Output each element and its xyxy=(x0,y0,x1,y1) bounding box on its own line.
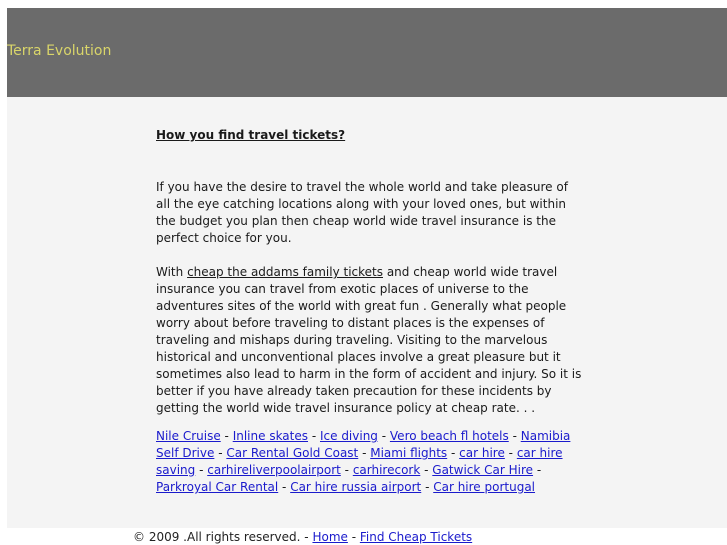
footer-separator: - xyxy=(300,530,313,544)
link-separator: - xyxy=(214,446,227,460)
link-separator: - xyxy=(447,446,460,460)
article-paragraph-1: If you have the desire to travel the whole world and take pleasure of all the eye catching locations along with your loved ones, but within the budget you plan then cheap world wide travel insurance is the perfect choice for you. xyxy=(156,180,568,245)
addams-family-tickets-link[interactable]: cheap the addams family tickets xyxy=(187,265,383,279)
link-car-hire-russia-airport[interactable]: Car hire russia airport xyxy=(290,480,422,494)
link-vero-beach-fl-hotels[interactable]: Vero beach fl hotels xyxy=(389,429,509,443)
link-separator: - xyxy=(421,480,434,494)
related-links xyxy=(156,428,584,496)
link-inline-skates[interactable]: Inline skates xyxy=(232,429,309,443)
site-title[interactable]: Terra Evolution xyxy=(7,43,112,59)
footer-home-link[interactable]: Home xyxy=(312,530,348,544)
link-separator: - xyxy=(533,463,542,477)
link-parkroyal-car-rental[interactable]: Parkroyal Car Rental xyxy=(156,480,279,494)
link-separator: - xyxy=(358,446,371,460)
article-title[interactable]: How you find travel tickets? xyxy=(156,128,346,142)
link-gatwick-car-hire[interactable]: Gatwick Car Hire xyxy=(432,463,534,477)
footer xyxy=(133,529,472,545)
link-carhireliverpoolairport[interactable]: carhireliverpoolairport xyxy=(207,463,341,477)
link-separator: - xyxy=(377,429,390,443)
footer-separator: - xyxy=(347,530,360,544)
link-ice-diving[interactable]: Ice diving xyxy=(319,429,378,443)
link-namibia-self-drive[interactable]: Namibia Self Drive xyxy=(156,429,571,460)
link-separator: - xyxy=(504,446,517,460)
link-miami-flights[interactable]: Miami flights xyxy=(370,446,448,460)
copyright-text: © 2009 .All rights reserved. xyxy=(133,530,301,544)
article xyxy=(156,125,584,496)
link-car-rental-gold-coast[interactable]: Car Rental Gold Coast xyxy=(226,446,359,460)
link-carhirecork[interactable]: carhirecork xyxy=(352,463,421,477)
link-separator: - xyxy=(508,429,521,443)
article-paragraph-2 xyxy=(156,264,584,417)
link-separator: - xyxy=(220,429,233,443)
link-car-hire-portugal[interactable]: Car hire portugal xyxy=(433,480,536,494)
link-separator: - xyxy=(308,429,320,443)
link-separator: - xyxy=(278,480,291,494)
footer-find-cheap-tickets-link[interactable]: Find Cheap Tickets xyxy=(359,530,473,544)
paragraph-2-lead: With xyxy=(156,265,188,279)
paragraph-2-body: and cheap world wide travel insurance you can travel from exotic places of universe to the adventures sites of the world with great fun . Generally what people worry about before traveling to distant places is the expenses of traveling and mishaps during traveling. Visiting to the marvelous historical and unconventional places involve a great pleasure but it sometimes also lead to harm in the form of accident and injury. So it is better if you have already taken precaution for these incidents by getting the world wide travel insurance policy at cheap rate. . . xyxy=(156,265,582,415)
header-bar xyxy=(7,8,727,97)
link-separator: - xyxy=(340,463,353,477)
link-separator: - xyxy=(195,463,208,477)
link-nile-cruise[interactable]: Nile Cruise xyxy=(156,429,221,443)
link-car-hire-saving[interactable]: car hire saving xyxy=(156,446,563,477)
link-separator: - xyxy=(420,463,433,477)
link-car-hire[interactable]: car hire xyxy=(459,446,505,460)
